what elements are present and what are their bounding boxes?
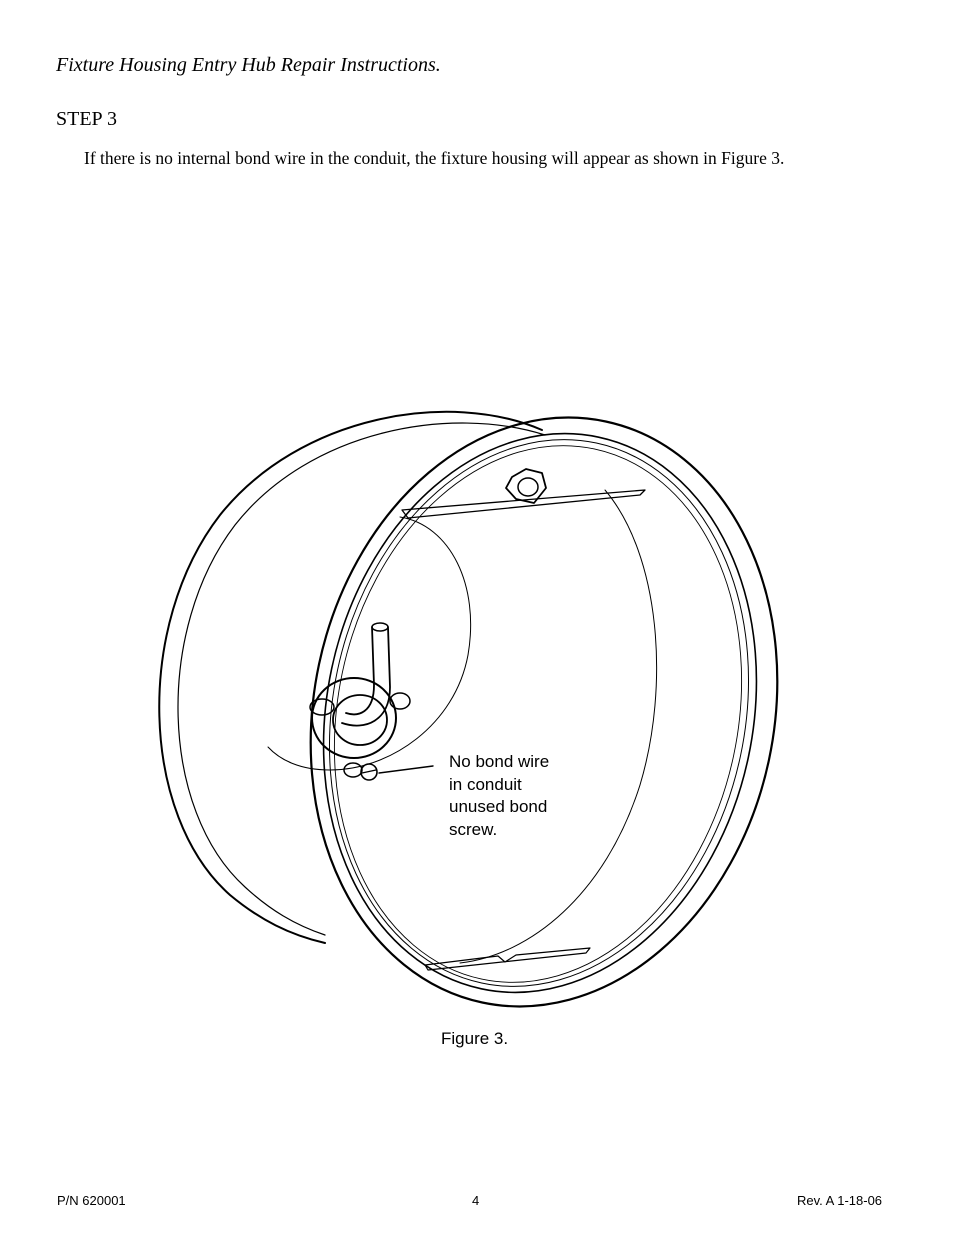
callout-line: screw. xyxy=(449,819,498,839)
conduit-hub-inner xyxy=(333,695,387,745)
bond-screw-slot xyxy=(362,770,376,773)
hex-nut xyxy=(506,469,546,503)
conduit-tube xyxy=(342,627,390,726)
figure-caption: Figure 3. xyxy=(441,1029,509,1048)
conduit-tube-end xyxy=(372,623,388,631)
fixture-housing-illustration xyxy=(150,395,790,1020)
step-instruction-text: If there is no internal bond wire in the conduit, the fixture housing will appear as shown in Figure 3. xyxy=(84,148,785,168)
housing-interior-wall xyxy=(460,490,657,963)
step-heading: STEP 3 xyxy=(56,108,117,130)
document-title: Fixture Housing Entry Hub Repair Instructions. xyxy=(56,54,441,76)
bottom-clip xyxy=(425,948,590,970)
callout-line: unused bond xyxy=(449,797,548,816)
callout-leader-line xyxy=(379,766,433,773)
bond-screw-callout xyxy=(449,751,549,841)
footer-page-number: 4 xyxy=(472,1193,480,1208)
housing-interior-cavity xyxy=(268,517,471,770)
footer-part-number: P/N 620001 xyxy=(57,1193,126,1208)
hex-nut-hole xyxy=(518,478,538,496)
callout-line: in conduit xyxy=(449,774,522,794)
bond-screw-lug xyxy=(344,763,362,777)
callout-line: No bond wire xyxy=(449,752,550,771)
footer-revision: Rev. A 1-18-06 xyxy=(797,1193,883,1208)
